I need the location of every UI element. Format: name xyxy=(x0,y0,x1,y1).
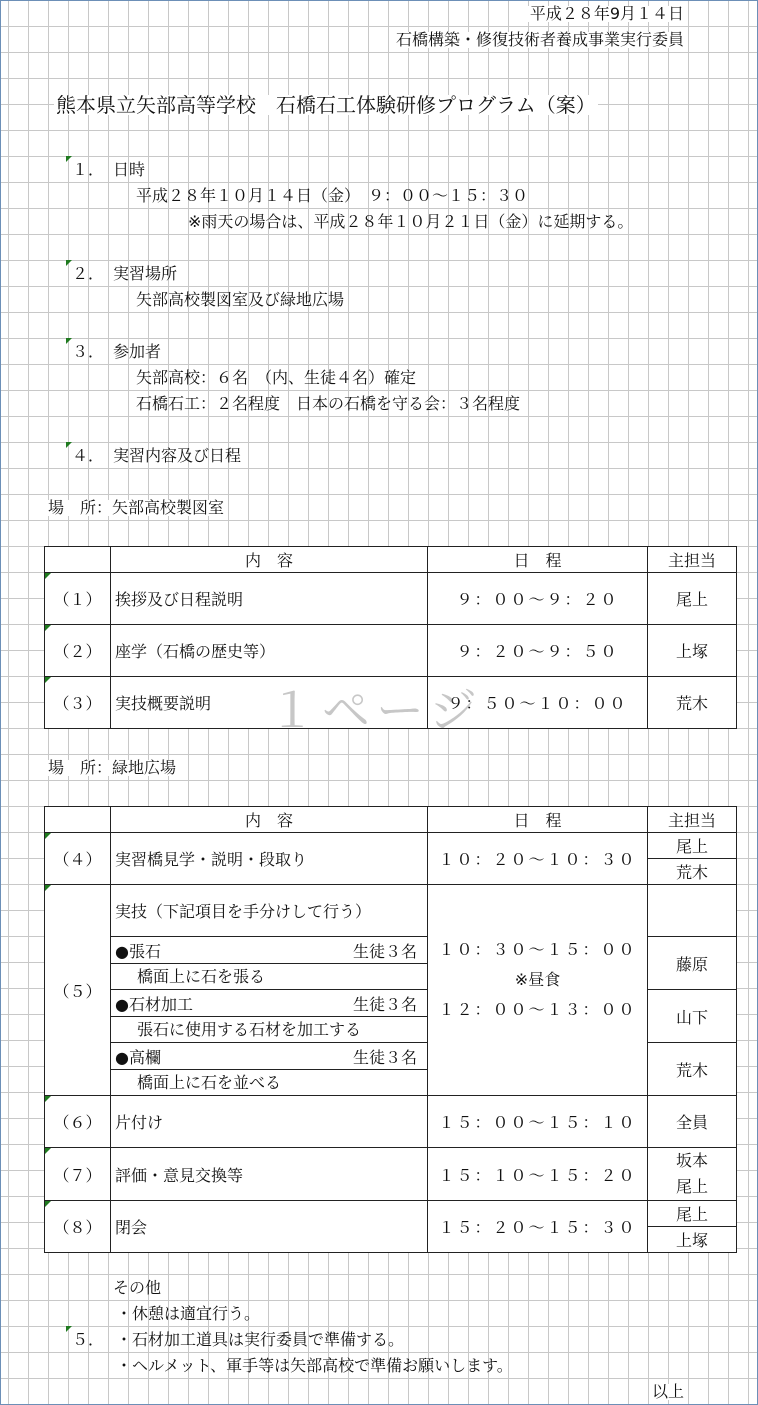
row-time: １５：１０～１５：２０ xyxy=(428,1148,648,1201)
header-schedule: 日 程 xyxy=(428,807,648,833)
schedule-table-2 xyxy=(44,806,737,1253)
table-row xyxy=(45,885,737,937)
header-person: 主担当 xyxy=(648,547,737,573)
section-4-number: ４． xyxy=(72,446,105,465)
row-person: 尾上 xyxy=(648,1201,737,1227)
table-row xyxy=(45,1096,737,1148)
section-2-heading: 実習場所 xyxy=(113,264,178,283)
committee-name: 石橋構築・修復技術者養成事業実行委員 xyxy=(395,30,684,49)
task-name: ●石材加工 xyxy=(115,994,193,1014)
header-person: 主担当 xyxy=(648,807,737,833)
header-content: 内 容 xyxy=(111,547,428,573)
row-person: 荒木 xyxy=(648,677,737,729)
task-cell xyxy=(111,990,428,1043)
page-title: 熊本県立矢部高等学校 石橋石工体験研修プログラム（案） xyxy=(56,93,596,117)
row-content: 閉会 xyxy=(111,1201,428,1253)
row-person: 山下 xyxy=(648,990,737,1043)
place-label-green-plaza: 場 所：緑地広場 xyxy=(48,758,177,777)
section-3-number: ３． xyxy=(72,342,105,361)
section-2-number: ２． xyxy=(72,264,105,283)
header-schedule: 日 程 xyxy=(428,547,648,573)
row-time: １５：２０～１５：３０ xyxy=(428,1201,648,1253)
row-time: ９：２０～９：５０ xyxy=(428,625,648,677)
practical-time: １０：３０～１５：００ xyxy=(438,940,637,959)
section-2-location: 矢部高校製図室及び緑地広場 xyxy=(136,290,345,309)
row-person: 荒木 xyxy=(648,859,737,885)
row-person: 上塚 xyxy=(648,625,737,677)
lunch-label: ※昼食 xyxy=(514,970,561,989)
table-header-row xyxy=(45,807,737,833)
task-description: 橋面上に石を張る xyxy=(137,967,266,986)
section-3-participants-other: 石橋石工：２名程度 日本の石橋を守る会：３名程度 xyxy=(136,394,521,413)
task-name: ●張石 xyxy=(115,941,161,961)
row-time: １５：００～１５：１０ xyxy=(428,1096,648,1148)
section-5-heading: その他 xyxy=(113,1278,162,1297)
section-1-heading: 日時 xyxy=(113,160,146,179)
row-person: 全員 xyxy=(648,1096,737,1148)
row-time: ９：５０～１０：００ xyxy=(428,677,648,729)
task-description: 橋面上に石を並べる xyxy=(137,1073,282,1092)
row-person: 坂本 xyxy=(675,1151,708,1170)
row-time: １０：２０～１０：３０ xyxy=(428,833,648,885)
row-person: 尾上 xyxy=(648,573,737,625)
row-person: 尾上 xyxy=(648,833,737,859)
section-4-heading: 実習内容及び日程 xyxy=(113,446,242,465)
table-row xyxy=(45,1148,737,1201)
task-students: 生徒３名 xyxy=(352,994,417,1014)
row-number: （２） xyxy=(45,625,111,677)
closing-mark: 以上 xyxy=(652,1382,685,1401)
table-row xyxy=(45,833,737,859)
header-cell-empty xyxy=(45,547,111,573)
row-number: （１） xyxy=(45,573,111,625)
task-students: 生徒３名 xyxy=(352,941,417,961)
table-row xyxy=(45,1201,737,1227)
table-row xyxy=(45,625,737,677)
table-header-row xyxy=(45,547,737,573)
task-cell xyxy=(111,1043,428,1096)
table-row xyxy=(45,573,737,625)
row-number: （７） xyxy=(45,1148,111,1201)
section-1-number: １． xyxy=(72,160,105,179)
task-students: 生徒３名 xyxy=(352,1047,417,1067)
row-content: 挨拶及び日程説明 xyxy=(111,573,428,625)
row-person: 藤原 xyxy=(648,937,737,990)
row-number: （３） xyxy=(45,677,111,729)
header-content: 内 容 xyxy=(111,807,428,833)
task-description: 張石に使用する石材を加工する xyxy=(137,1020,362,1039)
row-content: 座学（石橋の歴史等） xyxy=(111,625,428,677)
section-1-rain-note: ※雨天の場合は、平成２８年１０月２１日（金）に延期する。 xyxy=(188,212,634,231)
row-person: 尾上 xyxy=(675,1177,708,1196)
document-date: 平成２８年9月１４日 xyxy=(529,4,684,23)
section-3-heading: 参加者 xyxy=(113,342,162,361)
section-5-number: ５． xyxy=(72,1330,105,1349)
row-content: 片付け xyxy=(111,1096,428,1148)
table-row xyxy=(45,677,737,729)
lunch-time: １２：００～１３：００ xyxy=(438,1000,637,1019)
task-cell xyxy=(111,937,428,990)
section-5-item: ・休憩は適宜行う。 xyxy=(116,1304,261,1323)
row-persons xyxy=(648,1148,737,1201)
row-content: 実習橋見学・説明・段取り xyxy=(111,833,428,885)
row-content: 実技概要説明 xyxy=(111,677,428,729)
header-cell-empty xyxy=(45,807,111,833)
task-name: ●高欄 xyxy=(115,1047,161,1067)
section-3-participants-school: 矢部高校：６名 （内、生徒４名）確定 xyxy=(136,368,417,387)
row-person: 荒木 xyxy=(648,1043,737,1096)
schedule-table-1 xyxy=(44,546,737,729)
section-5-item: ・ヘルメット、軍手等は矢部高校で準備お願いします。 xyxy=(116,1356,513,1375)
row-content: 評価・意見交換等 xyxy=(111,1148,428,1201)
section-5-item: ・石材加工道具は実行委員で準備する。 xyxy=(116,1330,405,1349)
section-1-datetime: 平成２８年１０月１４日（金） ９：００～１５：３０ xyxy=(136,186,529,205)
row-number: （５） xyxy=(45,885,111,1096)
row-number: （４） xyxy=(45,833,111,885)
row-person-empty xyxy=(648,885,737,937)
row-person: 上塚 xyxy=(648,1227,737,1253)
place-label-drafting-room: 場 所：矢部高校製図室 xyxy=(48,498,225,517)
row-time xyxy=(428,885,648,1096)
row-number: （６） xyxy=(45,1096,111,1148)
page-watermark: １ページ xyxy=(268,683,484,739)
row-number: （８） xyxy=(45,1201,111,1253)
row-time: ９：００～９：２０ xyxy=(428,573,648,625)
row-content: 実技（下記項目を手分けして行う） xyxy=(111,885,428,937)
